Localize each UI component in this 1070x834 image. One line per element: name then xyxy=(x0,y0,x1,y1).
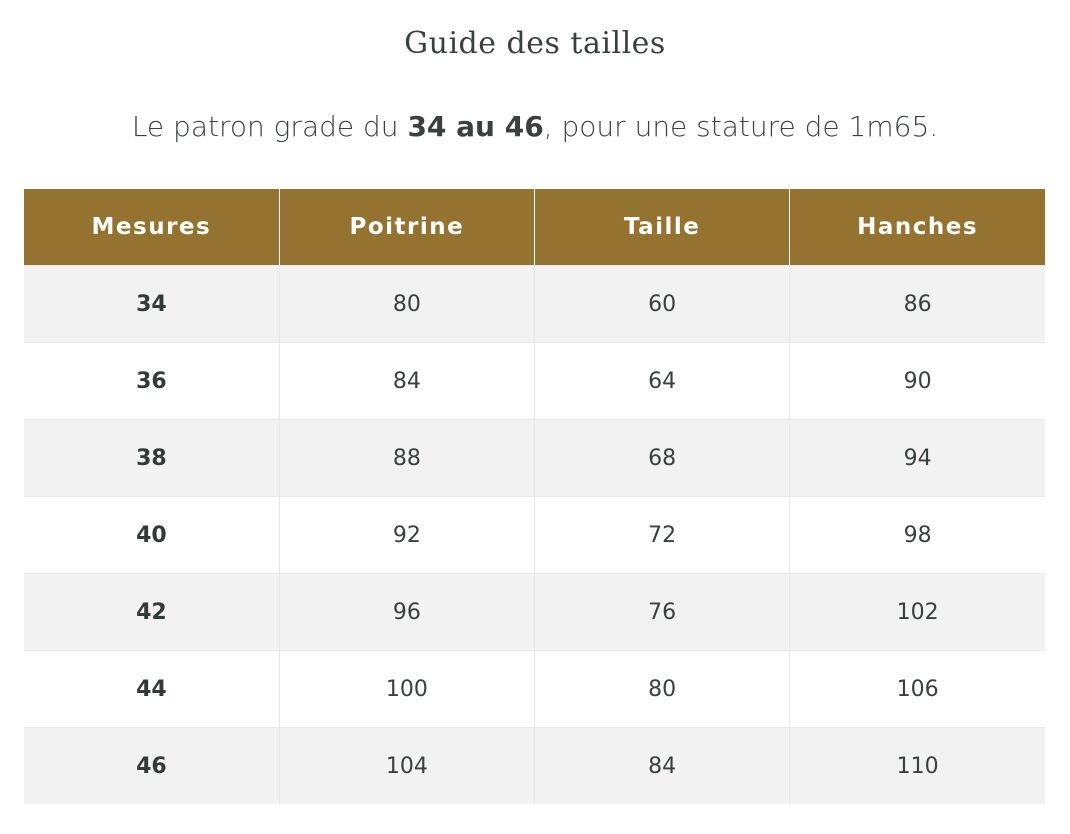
intro-text xyxy=(0,110,1070,143)
size-cell: 42 xyxy=(24,574,279,651)
table-row xyxy=(24,420,1045,497)
size-cell: 34 xyxy=(24,266,279,343)
column-header-mesures: Mesures xyxy=(24,189,279,266)
table-row xyxy=(24,266,1045,343)
poitrine-cell: 88 xyxy=(279,420,534,497)
hanches-cell: 90 xyxy=(790,343,1045,420)
table-row xyxy=(24,574,1045,651)
hanches-cell: 110 xyxy=(790,728,1045,805)
taille-cell: 72 xyxy=(535,497,790,574)
poitrine-cell: 84 xyxy=(279,343,534,420)
table-row xyxy=(24,728,1045,805)
hanches-cell: 98 xyxy=(790,497,1045,574)
poitrine-cell: 100 xyxy=(279,651,534,728)
poitrine-cell: 96 xyxy=(279,574,534,651)
taille-cell: 60 xyxy=(535,266,790,343)
taille-cell: 76 xyxy=(535,574,790,651)
intro-size-range: 34 au 46 xyxy=(407,110,544,143)
column-header-taille: Taille xyxy=(535,189,790,266)
size-table xyxy=(24,189,1045,804)
size-cell: 44 xyxy=(24,651,279,728)
table-row xyxy=(24,651,1045,728)
hanches-cell: 86 xyxy=(790,266,1045,343)
poitrine-cell: 104 xyxy=(279,728,534,805)
poitrine-cell: 92 xyxy=(279,497,534,574)
size-cell: 40 xyxy=(24,497,279,574)
column-header-hanches: Hanches xyxy=(790,189,1045,266)
taille-cell: 84 xyxy=(535,728,790,805)
table-row xyxy=(24,343,1045,420)
size-cell: 46 xyxy=(24,728,279,805)
hanches-cell: 102 xyxy=(790,574,1045,651)
taille-cell: 68 xyxy=(535,420,790,497)
taille-cell: 64 xyxy=(535,343,790,420)
page-title: Guide des tailles xyxy=(404,26,666,61)
hanches-cell: 106 xyxy=(790,651,1045,728)
taille-cell: 80 xyxy=(535,651,790,728)
intro-suffix: , pour une stature de 1m65. xyxy=(543,110,939,143)
poitrine-cell: 80 xyxy=(279,266,534,343)
hanches-cell: 94 xyxy=(790,420,1045,497)
size-cell: 38 xyxy=(24,420,279,497)
table-header-row xyxy=(24,189,1045,266)
intro-prefix: Le patron grade du xyxy=(131,110,408,143)
size-cell: 36 xyxy=(24,343,279,420)
column-header-poitrine: Poitrine xyxy=(279,189,534,266)
table-row xyxy=(24,497,1045,574)
